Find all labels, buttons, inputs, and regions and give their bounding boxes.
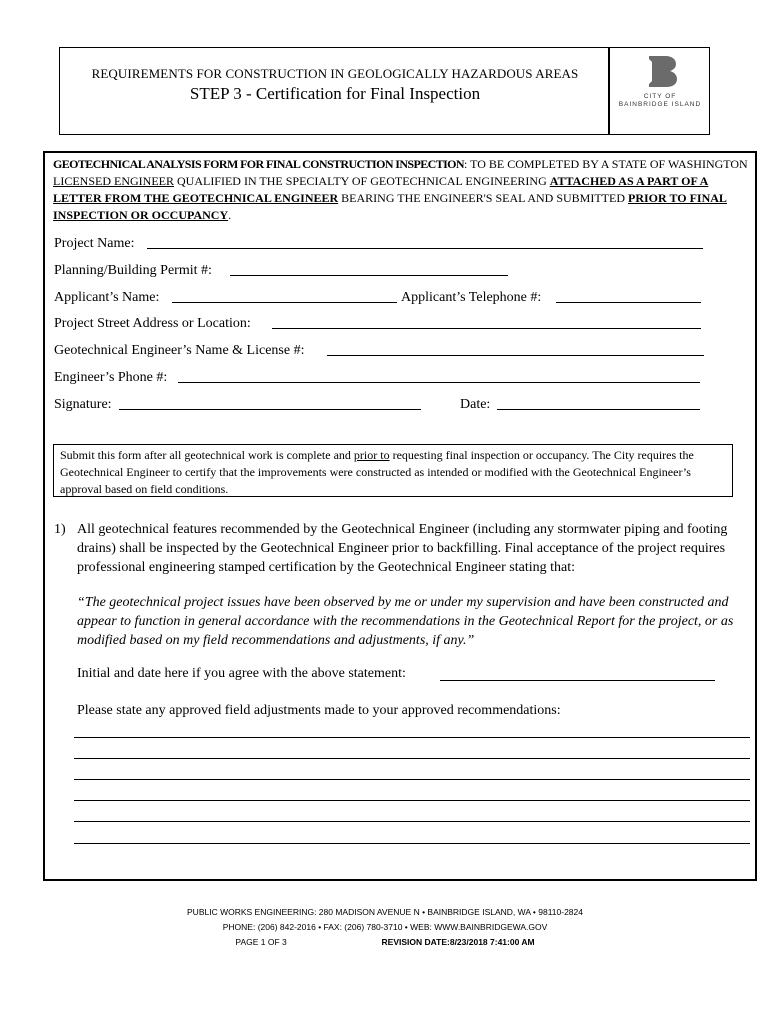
adjustments-line[interactable] — [74, 758, 750, 759]
logo-text-city: CITY OF — [643, 93, 677, 100]
city-logo-icon — [645, 54, 679, 88]
intro-text-3: BEARING THE ENGINEER'S SEAL AND SUBMITTED — [338, 191, 628, 205]
intro-title: GEOTECHNICAL ANALYSIS FORM FOR FINAL CONSTRUCTION INSPECTION — [53, 157, 464, 171]
adjustments-line[interactable] — [74, 737, 750, 738]
date-label: Date: — [460, 397, 491, 412]
footer-contact: PHONE: (206) 842-2016 • FAX: (206) 780-3710 • WEB: WWW.BAINBRIDGEWA.GOV — [222, 922, 548, 932]
engineer-name-input[interactable] — [327, 355, 704, 356]
adjustments-line[interactable] — [74, 821, 750, 822]
intro-prior: PRIOR TO FINAL INSPECTION OR OCCUPANCY — [53, 191, 727, 222]
signature-input[interactable] — [119, 409, 421, 410]
item-text: All geotechnical features recommended by the Geotechnical Engineer (including any stormwater piping and footing drains) shall be inspected by the Geotechnical Engineer prior to backfilling. Final acceptance of the project requires professional engineering stamped certification by the Geotechnical Engineer stating that: — [77, 522, 728, 575]
engineer-phone-label: Engineer’s Phone #: — [54, 370, 168, 385]
certification-quote: “The geotechnical project issues have been observed by me or under my supervision and have been constructed and appear to function in general accordance with the recommendations in the Geotechnical Report for the project, or as modified based on my field recommendations and adjustments, if any.” — [77, 595, 734, 648]
intro-attached: ATTACHED AS A PART OF A LETTER FROM THE GEOTECHNICAL ENGINEER — [53, 174, 709, 205]
address-label: Project Street Address or Location: — [54, 316, 251, 331]
intro-text-1: : TO BE COMPLETED BY A STATE OF WASHINGTON — [463, 157, 748, 171]
header-title: REQUIREMENTS FOR CONSTRUCTION IN GEOLOGICALLY HAZARDOUS AREAS — [91, 66, 579, 81]
adjustments-label: Please state any approved field adjustments made to your approved recommendations: — [77, 703, 561, 718]
page-number: PAGE 1 OF 3 — [235, 937, 287, 947]
applicant-name-input[interactable] — [172, 302, 397, 303]
item-number: 1) — [54, 522, 66, 537]
header-subtitle: STEP 3 - Certification for Final Inspection — [189, 84, 481, 103]
main-form-box — [43, 151, 757, 881]
logo-letter: B — [653, 57, 671, 86]
notice-prior-to: prior to — [353, 448, 390, 462]
engineer-phone-input[interactable] — [178, 382, 700, 383]
applicant-phone-label: Applicant’s Telephone #: — [401, 290, 542, 305]
intro-text-2: QUALIFIED IN THE SPECIALTY OF GEOTECHNICAL ENGINEERING — [173, 174, 550, 188]
project-name-label: Project Name: — [54, 236, 135, 251]
project-name-input[interactable] — [147, 248, 703, 249]
date-input[interactable] — [497, 409, 700, 410]
initial-input[interactable] — [440, 680, 715, 681]
adjustments-line[interactable] — [74, 800, 750, 801]
notice-box — [53, 444, 733, 497]
intro-paragraph — [53, 156, 749, 224]
permit-label: Planning/Building Permit #: — [54, 263, 212, 278]
intro-licensed: LICENSED ENGINEER — [53, 174, 174, 188]
initial-label: Initial and date here if you agree with the above statement: — [77, 666, 406, 681]
applicant-name-label: Applicant’s Name: — [54, 290, 160, 305]
signature-label: Signature: — [54, 397, 112, 412]
adjustments-line[interactable] — [74, 843, 750, 844]
revision-date: REVISION DATE:8/23/2018 7:41:00 AM — [381, 937, 535, 947]
engineer-name-label: Geotechnical Engineer’s Name & License #: — [54, 343, 305, 358]
adjustments-line[interactable] — [74, 779, 750, 780]
notice-text-2: requesting final inspection or occupancy. The City requires the Geotechnical Engineer to certify that the improvements were constructed as intended or modified with the Geotechnical Engineer’s approval based on field conditions. — [60, 448, 694, 496]
notice-text-1: Submit this form after all geotechnical work is complete and — [60, 448, 354, 462]
intro-text-4: . — [228, 208, 232, 222]
address-input[interactable] — [272, 328, 701, 329]
applicant-phone-input[interactable] — [556, 302, 701, 303]
footer-page-info — [0, 937, 770, 947]
logo-text-name: BAINBRIDGE ISLAND — [618, 101, 702, 108]
permit-input[interactable] — [230, 275, 508, 276]
footer-address: PUBLIC WORKS ENGINEERING: 280 MADISON AVENUE N • BAINBRIDGE ISLAND, WA • 98110-2824 — [187, 907, 583, 917]
header-divider — [608, 47, 610, 135]
